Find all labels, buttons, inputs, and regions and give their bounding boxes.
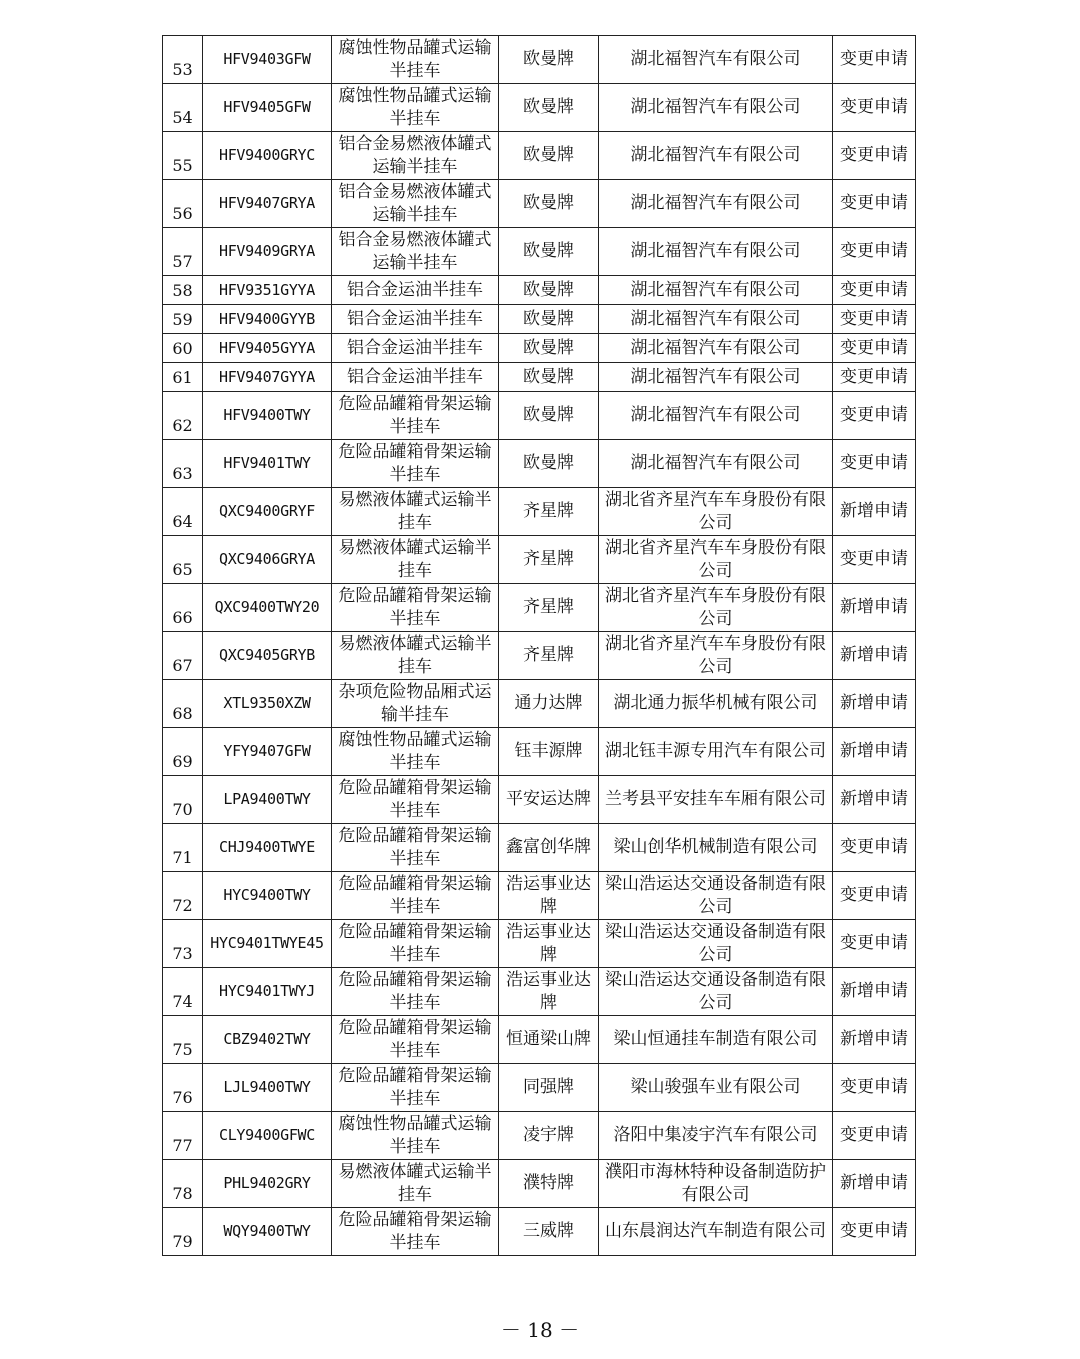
table-row xyxy=(163,132,916,180)
company-name: 湖北通力振华机械有限公司 xyxy=(599,680,833,728)
row-number: 55 xyxy=(163,132,203,180)
page-number: － 18 － xyxy=(500,1318,580,1342)
table-row xyxy=(163,440,916,488)
product-name: 铝合金运油半挂车 xyxy=(332,276,499,305)
brand-name: 钰丰源牌 xyxy=(499,728,599,776)
application-type: 变更申请 xyxy=(833,1112,916,1160)
row-number: 67 xyxy=(163,632,203,680)
company-name: 梁山浩运达交通设备制造有限公司 xyxy=(599,920,833,968)
application-type: 变更申请 xyxy=(833,180,916,228)
row-number: 77 xyxy=(163,1112,203,1160)
vehicle-model: HFV9403GFW xyxy=(203,36,332,84)
company-name: 湖北福智汽车有限公司 xyxy=(599,334,833,363)
brand-name: 三威牌 xyxy=(499,1208,599,1256)
application-type: 新增申请 xyxy=(833,968,916,1016)
company-name: 湖北省齐星汽车车身股份有限公司 xyxy=(599,488,833,536)
row-number: 74 xyxy=(163,968,203,1016)
product-name: 危险品罐箱骨架运输半挂车 xyxy=(332,392,499,440)
product-name: 危险品罐箱骨架运输半挂车 xyxy=(332,1208,499,1256)
row-number: 65 xyxy=(163,536,203,584)
table-row xyxy=(163,334,916,363)
vehicle-table xyxy=(162,35,916,1256)
product-name: 危险品罐箱骨架运输半挂车 xyxy=(332,824,499,872)
product-name: 腐蚀性物品罐式运输半挂车 xyxy=(332,84,499,132)
application-type: 变更申请 xyxy=(833,132,916,180)
company-name: 湖北福智汽车有限公司 xyxy=(599,440,833,488)
row-number: 69 xyxy=(163,728,203,776)
product-name: 危险品罐箱骨架运输半挂车 xyxy=(332,968,499,1016)
application-type: 变更申请 xyxy=(833,872,916,920)
application-type: 变更申请 xyxy=(833,36,916,84)
table-row xyxy=(163,680,916,728)
application-type: 新增申请 xyxy=(833,632,916,680)
product-name: 危险品罐箱骨架运输半挂车 xyxy=(332,440,499,488)
brand-name: 欧曼牌 xyxy=(499,440,599,488)
vehicle-model: HFV9401TWY xyxy=(203,440,332,488)
table-row xyxy=(163,363,916,392)
application-type: 变更申请 xyxy=(833,305,916,334)
vehicle-model: HFV9351GYYA xyxy=(203,276,332,305)
brand-name: 齐星牌 xyxy=(499,584,599,632)
row-number: 78 xyxy=(163,1160,203,1208)
row-number: 54 xyxy=(163,84,203,132)
row-number: 79 xyxy=(163,1208,203,1256)
vehicle-model: PHL9402GRY xyxy=(203,1160,332,1208)
brand-name: 欧曼牌 xyxy=(499,276,599,305)
brand-name: 鑫富创华牌 xyxy=(499,824,599,872)
vehicle-model: LJL9400TWY xyxy=(203,1064,332,1112)
vehicle-model: YFY9407GFW xyxy=(203,728,332,776)
table-row xyxy=(163,920,916,968)
application-type: 变更申请 xyxy=(833,392,916,440)
vehicle-model: CHJ9400TWYE xyxy=(203,824,332,872)
product-name: 危险品罐箱骨架运输半挂车 xyxy=(332,584,499,632)
vehicle-model: HFV9407GYYA xyxy=(203,363,332,392)
product-name: 危险品罐箱骨架运输半挂车 xyxy=(332,920,499,968)
company-name: 湖北省齐星汽车车身股份有限公司 xyxy=(599,584,833,632)
application-type: 新增申请 xyxy=(833,1016,916,1064)
table-row xyxy=(163,536,916,584)
company-name: 湖北福智汽车有限公司 xyxy=(599,36,833,84)
company-name: 梁山骏强车业有限公司 xyxy=(599,1064,833,1112)
vehicle-model: XTL9350XZW xyxy=(203,680,332,728)
brand-name: 通力达牌 xyxy=(499,680,599,728)
product-name: 易燃液体罐式运输半挂车 xyxy=(332,536,499,584)
brand-name: 欧曼牌 xyxy=(499,228,599,276)
product-name: 易燃液体罐式运输半挂车 xyxy=(332,488,499,536)
company-name: 湖北福智汽车有限公司 xyxy=(599,132,833,180)
application-type: 新增申请 xyxy=(833,1160,916,1208)
vehicle-model: QXC9400TWY20 xyxy=(203,584,332,632)
row-number: 76 xyxy=(163,1064,203,1112)
product-name: 腐蚀性物品罐式运输半挂车 xyxy=(332,728,499,776)
brand-name: 欧曼牌 xyxy=(499,392,599,440)
table-row xyxy=(163,1064,916,1112)
company-name: 梁山浩运达交通设备制造有限公司 xyxy=(599,872,833,920)
table-row xyxy=(163,276,916,305)
brand-name: 欧曼牌 xyxy=(499,363,599,392)
row-number: 63 xyxy=(163,440,203,488)
brand-name: 同强牌 xyxy=(499,1064,599,1112)
application-type: 变更申请 xyxy=(833,1064,916,1112)
table-row xyxy=(163,180,916,228)
brand-name: 欧曼牌 xyxy=(499,334,599,363)
application-type: 变更申请 xyxy=(833,363,916,392)
application-type: 新增申请 xyxy=(833,776,916,824)
vehicle-model: LPA9400TWY xyxy=(203,776,332,824)
table-row xyxy=(163,584,916,632)
brand-name: 欧曼牌 xyxy=(499,305,599,334)
vehicle-model: QXC9400GRYF xyxy=(203,488,332,536)
brand-name: 齐星牌 xyxy=(499,536,599,584)
row-number: 75 xyxy=(163,1016,203,1064)
table-row xyxy=(163,824,916,872)
row-number: 73 xyxy=(163,920,203,968)
vehicle-model: HFV9400TWY xyxy=(203,392,332,440)
vehicle-model: CLY9400GFWC xyxy=(203,1112,332,1160)
row-number: 62 xyxy=(163,392,203,440)
vehicle-model: HYC9401TWYE45 xyxy=(203,920,332,968)
company-name: 洛阳中集凌宇汽车有限公司 xyxy=(599,1112,833,1160)
product-name: 危险品罐箱骨架运输半挂车 xyxy=(332,1064,499,1112)
company-name: 濮阳市海林特种设备制造防护有限公司 xyxy=(599,1160,833,1208)
vehicle-table-body xyxy=(163,36,916,1256)
company-name: 湖北省齐星汽车车身股份有限公司 xyxy=(599,632,833,680)
brand-name: 浩运事业达牌 xyxy=(499,968,599,1016)
brand-name: 欧曼牌 xyxy=(499,180,599,228)
brand-name: 浩运事业达牌 xyxy=(499,872,599,920)
application-type: 变更申请 xyxy=(833,920,916,968)
application-type: 新增申请 xyxy=(833,728,916,776)
application-type: 新增申请 xyxy=(833,680,916,728)
application-type: 变更申请 xyxy=(833,1208,916,1256)
table-row xyxy=(163,488,916,536)
vehicle-model: HFV9405GYYA xyxy=(203,334,332,363)
table-row xyxy=(163,1112,916,1160)
row-number: 58 xyxy=(163,276,203,305)
brand-name: 浩运事业达牌 xyxy=(499,920,599,968)
product-name: 铝合金运油半挂车 xyxy=(332,305,499,334)
application-type: 新增申请 xyxy=(833,488,916,536)
brand-name: 欧曼牌 xyxy=(499,84,599,132)
table-row xyxy=(163,968,916,1016)
product-name: 腐蚀性物品罐式运输半挂车 xyxy=(332,1112,499,1160)
product-name: 铝合金运油半挂车 xyxy=(332,334,499,363)
application-type: 变更申请 xyxy=(833,228,916,276)
table-row xyxy=(163,84,916,132)
vehicle-model: HYC9400TWY xyxy=(203,872,332,920)
product-name: 铝合金易燃液体罐式运输半挂车 xyxy=(332,228,499,276)
application-type: 变更申请 xyxy=(833,276,916,305)
table-row xyxy=(163,872,916,920)
row-number: 68 xyxy=(163,680,203,728)
table-row xyxy=(163,305,916,334)
product-name: 杂项危险物品厢式运输半挂车 xyxy=(332,680,499,728)
row-number: 57 xyxy=(163,228,203,276)
row-number: 72 xyxy=(163,872,203,920)
table-row xyxy=(163,36,916,84)
company-name: 山东晨润达汽车制造有限公司 xyxy=(599,1208,833,1256)
vehicle-model: HFV9407GRYA xyxy=(203,180,332,228)
row-number: 60 xyxy=(163,334,203,363)
company-name: 湖北福智汽车有限公司 xyxy=(599,180,833,228)
table-row xyxy=(163,1160,916,1208)
table-row xyxy=(163,1208,916,1256)
brand-name: 恒通梁山牌 xyxy=(499,1016,599,1064)
vehicle-model: QXC9405GRYB xyxy=(203,632,332,680)
table-row xyxy=(163,392,916,440)
company-name: 湖北福智汽车有限公司 xyxy=(599,276,833,305)
company-name: 湖北福智汽车有限公司 xyxy=(599,392,833,440)
company-name: 湖北省齐星汽车车身股份有限公司 xyxy=(599,536,833,584)
product-name: 危险品罐箱骨架运输半挂车 xyxy=(332,872,499,920)
table-row xyxy=(163,632,916,680)
application-type: 变更申请 xyxy=(833,84,916,132)
table-row xyxy=(163,728,916,776)
product-name: 易燃液体罐式运输半挂车 xyxy=(332,632,499,680)
vehicle-model: WQY9400TWY xyxy=(203,1208,332,1256)
row-number: 53 xyxy=(163,36,203,84)
company-name: 湖北福智汽车有限公司 xyxy=(599,363,833,392)
row-number: 64 xyxy=(163,488,203,536)
product-name: 铝合金易燃液体罐式运输半挂车 xyxy=(332,132,499,180)
product-name: 危险品罐箱骨架运输半挂车 xyxy=(332,776,499,824)
brand-name: 齐星牌 xyxy=(499,632,599,680)
application-type: 新增申请 xyxy=(833,584,916,632)
brand-name: 平安运达牌 xyxy=(499,776,599,824)
application-type: 变更申请 xyxy=(833,334,916,363)
application-type: 变更申请 xyxy=(833,536,916,584)
brand-name: 齐星牌 xyxy=(499,488,599,536)
vehicle-model: HFV9400GRYC xyxy=(203,132,332,180)
product-name: 铝合金易燃液体罐式运输半挂车 xyxy=(332,180,499,228)
row-number: 66 xyxy=(163,584,203,632)
vehicle-model: QXC9406GRYA xyxy=(203,536,332,584)
company-name: 梁山恒通挂车制造有限公司 xyxy=(599,1016,833,1064)
table-row xyxy=(163,1016,916,1064)
row-number: 59 xyxy=(163,305,203,334)
brand-name: 濮特牌 xyxy=(499,1160,599,1208)
company-name: 梁山浩运达交通设备制造有限公司 xyxy=(599,968,833,1016)
product-name: 腐蚀性物品罐式运输半挂车 xyxy=(332,36,499,84)
company-name: 湖北福智汽车有限公司 xyxy=(599,84,833,132)
application-type: 变更申请 xyxy=(833,824,916,872)
product-name: 易燃液体罐式运输半挂车 xyxy=(332,1160,499,1208)
company-name: 湖北福智汽车有限公司 xyxy=(599,228,833,276)
product-name: 危险品罐箱骨架运输半挂车 xyxy=(332,1016,499,1064)
company-name: 湖北钰丰源专用汽车有限公司 xyxy=(599,728,833,776)
table-row xyxy=(163,228,916,276)
row-number: 71 xyxy=(163,824,203,872)
brand-name: 欧曼牌 xyxy=(499,132,599,180)
vehicle-model: HFV9405GFW xyxy=(203,84,332,132)
brand-name: 凌宇牌 xyxy=(499,1112,599,1160)
product-name: 铝合金运油半挂车 xyxy=(332,363,499,392)
vehicle-model: HFV9400GYYB xyxy=(203,305,332,334)
vehicle-model: CBZ9402TWY xyxy=(203,1016,332,1064)
row-number: 61 xyxy=(163,363,203,392)
application-type: 变更申请 xyxy=(833,440,916,488)
company-name: 兰考县平安挂车车厢有限公司 xyxy=(599,776,833,824)
row-number: 70 xyxy=(163,776,203,824)
brand-name: 欧曼牌 xyxy=(499,36,599,84)
vehicle-model: HYC9401TWYJ xyxy=(203,968,332,1016)
table-row xyxy=(163,776,916,824)
company-name: 湖北福智汽车有限公司 xyxy=(599,305,833,334)
row-number: 56 xyxy=(163,180,203,228)
company-name: 梁山创华机械制造有限公司 xyxy=(599,824,833,872)
vehicle-model: HFV9409GRYA xyxy=(203,228,332,276)
